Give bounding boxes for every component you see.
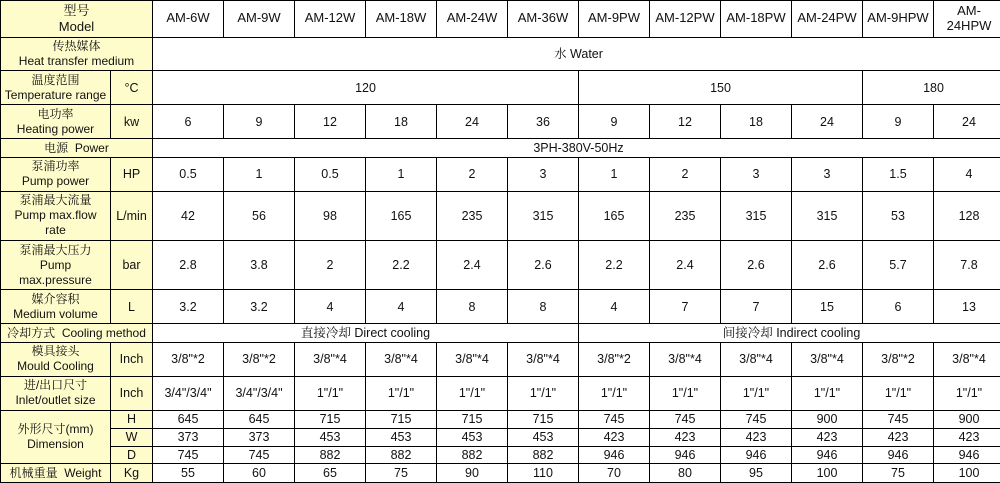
row-label-heating-power: 电功率 Heating power bbox=[1, 105, 111, 139]
cooling-method-group: 直接冷却 Direct cooling bbox=[153, 324, 579, 343]
weight-cell: 100 bbox=[792, 464, 863, 483]
dimension-h-cell: 745 bbox=[650, 410, 721, 428]
mould-cooling-cell: 3/8"*4 bbox=[650, 342, 721, 376]
weight-cell: 55 bbox=[153, 464, 224, 483]
table-row-mould-cooling bbox=[1, 342, 1000, 376]
mould-cooling-cell: 3/8"*4 bbox=[934, 342, 1000, 376]
table-row-pressure bbox=[1, 241, 1000, 290]
dimension-h-cell: 715 bbox=[366, 410, 437, 428]
inlet-outlet-cell: 1"/1" bbox=[650, 376, 721, 410]
heating-power-cell: 12 bbox=[650, 105, 721, 139]
model-cell: AM-12PW bbox=[650, 1, 721, 38]
dimension-h-cell: 745 bbox=[579, 410, 650, 428]
mould-cooling-cell: 3/8"*4 bbox=[508, 342, 579, 376]
weight-cell: 75 bbox=[366, 464, 437, 483]
medium-volume-cell: 15 bbox=[792, 290, 863, 324]
heating-power-cell: 9 bbox=[579, 105, 650, 139]
heating-power-cell: 12 bbox=[295, 105, 366, 139]
heating-power-cell: 24 bbox=[934, 105, 1000, 139]
dimension-w-cell: 423 bbox=[863, 428, 934, 446]
mould-cooling-cell: 3/8"*4 bbox=[792, 342, 863, 376]
flow-rate-cell: 315 bbox=[721, 191, 792, 240]
row-unit-flow-rate: L/min bbox=[111, 191, 153, 240]
weight-cell: 110 bbox=[508, 464, 579, 483]
dimension-w-cell: 423 bbox=[721, 428, 792, 446]
dimension-w-cell: 373 bbox=[153, 428, 224, 446]
cooling-method-group: 间接冷却 Indirect cooling bbox=[579, 324, 1000, 343]
pressure-cell: 2.4 bbox=[437, 241, 508, 290]
pump-power-cell: 1.5 bbox=[863, 157, 934, 191]
row-label-mould-cooling: 模具接头 Mould Cooling bbox=[1, 342, 111, 376]
mould-cooling-cell: 3/8"*4 bbox=[295, 342, 366, 376]
dimension-h-cell: 900 bbox=[792, 410, 863, 428]
model-cell: AM-18PW bbox=[721, 1, 792, 38]
mould-cooling-cell: 3/8"*2 bbox=[153, 342, 224, 376]
dimension-w-cell: 423 bbox=[650, 428, 721, 446]
row-label-power: 电源 Power bbox=[1, 139, 153, 158]
heating-power-cell: 18 bbox=[721, 105, 792, 139]
dimension-d-cell: 745 bbox=[224, 446, 295, 464]
inlet-outlet-cell: 1"/1" bbox=[366, 376, 437, 410]
pump-power-cell: 3 bbox=[792, 157, 863, 191]
flow-rate-cell: 165 bbox=[579, 191, 650, 240]
pump-power-cell: 1 bbox=[224, 157, 295, 191]
flow-rate-cell: 235 bbox=[650, 191, 721, 240]
row-unit-dimension-d: D bbox=[111, 446, 153, 464]
power-value: 3PH-380V-50Hz bbox=[153, 139, 1000, 158]
row-unit-dimension-h: H bbox=[111, 410, 153, 428]
medium-volume-cell: 3.2 bbox=[153, 290, 224, 324]
model-cell: AM-9HPW bbox=[863, 1, 934, 38]
weight-cell: 60 bbox=[224, 464, 295, 483]
heating-power-cell: 9 bbox=[863, 105, 934, 139]
flow-rate-cell: 42 bbox=[153, 191, 224, 240]
row-unit-inlet-outlet: Inch bbox=[111, 376, 153, 410]
pump-power-cell: 2 bbox=[437, 157, 508, 191]
model-cell: AM-9PW bbox=[579, 1, 650, 38]
mould-cooling-cell: 3/8"*4 bbox=[366, 342, 437, 376]
dimension-d-cell: 946 bbox=[721, 446, 792, 464]
pressure-cell: 2.2 bbox=[579, 241, 650, 290]
pump-power-cell: 3 bbox=[721, 157, 792, 191]
dimension-h-cell: 715 bbox=[295, 410, 366, 428]
model-cell: AM-24HPW bbox=[934, 1, 1000, 38]
inlet-outlet-cell: 1"/1" bbox=[508, 376, 579, 410]
dimension-d-cell: 946 bbox=[650, 446, 721, 464]
pressure-cell: 7.8 bbox=[934, 241, 1000, 290]
medium-volume-cell: 4 bbox=[579, 290, 650, 324]
model-cell: AM-6W bbox=[153, 1, 224, 38]
row-label-pressure: 泵浦最大压力 Pump max.pressure bbox=[1, 241, 111, 290]
dimension-h-cell: 745 bbox=[721, 410, 792, 428]
inlet-outlet-cell: 1"/1" bbox=[721, 376, 792, 410]
row-label-flow-rate: 泵浦最大流量 Pump max.flow rate bbox=[1, 191, 111, 240]
model-cell: AM-9W bbox=[224, 1, 295, 38]
row-label-model: 型号 Model bbox=[1, 1, 153, 38]
heating-power-cell: 36 bbox=[508, 105, 579, 139]
table-row-pump-power bbox=[1, 157, 1000, 191]
row-label-weight: 机械重量 Weight bbox=[1, 464, 111, 483]
table-row-weight bbox=[1, 464, 1000, 483]
pump-power-cell: 3 bbox=[508, 157, 579, 191]
model-cell: AM-12W bbox=[295, 1, 366, 38]
pressure-cell: 2 bbox=[295, 241, 366, 290]
medium-volume-cell: 8 bbox=[437, 290, 508, 324]
table-row-dimension-h bbox=[1, 410, 1000, 428]
row-unit-medium-volume: L bbox=[111, 290, 153, 324]
inlet-outlet-cell: 1"/1" bbox=[934, 376, 1000, 410]
pressure-cell: 3.8 bbox=[224, 241, 295, 290]
flow-rate-cell: 165 bbox=[366, 191, 437, 240]
table-row-flow-rate bbox=[1, 191, 1000, 240]
model-cell: AM-18W bbox=[366, 1, 437, 38]
dimension-d-cell: 882 bbox=[508, 446, 579, 464]
dimension-w-cell: 453 bbox=[508, 428, 579, 446]
dimension-h-cell: 715 bbox=[508, 410, 579, 428]
dimension-w-cell: 423 bbox=[934, 428, 1000, 446]
dimension-h-cell: 645 bbox=[153, 410, 224, 428]
row-unit-mould-cooling: Inch bbox=[111, 342, 153, 376]
flow-rate-cell: 315 bbox=[792, 191, 863, 240]
mould-cooling-cell: 3/8"*2 bbox=[863, 342, 934, 376]
pump-power-cell: 0.5 bbox=[153, 157, 224, 191]
table-row-medium-volume bbox=[1, 290, 1000, 324]
row-label-inlet-outlet: 进/出口尺寸 Inlet/outlet size bbox=[1, 376, 111, 410]
table-row-dimension-w bbox=[1, 428, 1000, 446]
heating-power-cell: 24 bbox=[437, 105, 508, 139]
pressure-cell: 2.6 bbox=[792, 241, 863, 290]
dimension-w-cell: 423 bbox=[579, 428, 650, 446]
row-unit-heating-power: kw bbox=[111, 105, 153, 139]
dimension-h-cell: 645 bbox=[224, 410, 295, 428]
pump-power-cell: 4 bbox=[934, 157, 1000, 191]
dimension-d-cell: 745 bbox=[153, 446, 224, 464]
pump-power-cell: 1 bbox=[579, 157, 650, 191]
inlet-outlet-cell: 1"/1" bbox=[437, 376, 508, 410]
weight-cell: 70 bbox=[579, 464, 650, 483]
dimension-w-cell: 423 bbox=[792, 428, 863, 446]
inlet-outlet-cell: 1"/1" bbox=[579, 376, 650, 410]
heating-power-cell: 24 bbox=[792, 105, 863, 139]
medium-volume-cell: 7 bbox=[721, 290, 792, 324]
table-row-model bbox=[1, 1, 1000, 38]
pressure-cell: 2.4 bbox=[650, 241, 721, 290]
dimension-d-cell: 946 bbox=[792, 446, 863, 464]
dimension-d-cell: 946 bbox=[863, 446, 934, 464]
flow-rate-cell: 56 bbox=[224, 191, 295, 240]
dimension-d-cell: 882 bbox=[437, 446, 508, 464]
medium-volume-cell: 13 bbox=[934, 290, 1000, 324]
dimension-w-cell: 453 bbox=[295, 428, 366, 446]
medium-volume-cell: 4 bbox=[366, 290, 437, 324]
row-unit-pump-power: HP bbox=[111, 157, 153, 191]
temperature-group: 180 bbox=[863, 71, 1000, 105]
weight-cell: 95 bbox=[721, 464, 792, 483]
model-cell: AM-36W bbox=[508, 1, 579, 38]
flow-rate-cell: 128 bbox=[934, 191, 1000, 240]
model-cell: AM-24PW bbox=[792, 1, 863, 38]
table-row-temperature bbox=[1, 71, 1000, 105]
table-row-cooling-method bbox=[1, 324, 1000, 343]
heating-power-cell: 9 bbox=[224, 105, 295, 139]
medium-volume-cell: 3.2 bbox=[224, 290, 295, 324]
row-label-medium-volume: 媒介容积 Medium volume bbox=[1, 290, 111, 324]
table-row-power bbox=[1, 139, 1000, 158]
row-label-cooling-method: 冷却方式 Cooling method bbox=[1, 324, 153, 343]
row-unit-dimension-w: W bbox=[111, 428, 153, 446]
weight-cell: 90 bbox=[437, 464, 508, 483]
flow-rate-cell: 315 bbox=[508, 191, 579, 240]
pressure-cell: 2.6 bbox=[508, 241, 579, 290]
pump-power-cell: 2 bbox=[650, 157, 721, 191]
pump-power-cell: 0.5 bbox=[295, 157, 366, 191]
weight-cell: 100 bbox=[934, 464, 1000, 483]
medium-value: 水 Water bbox=[153, 37, 1000, 71]
table-row-medium bbox=[1, 37, 1000, 71]
pressure-cell: 2.8 bbox=[153, 241, 224, 290]
inlet-outlet-cell: 1"/1" bbox=[792, 376, 863, 410]
row-label-dimension: 外形尺寸(mm) Dimension bbox=[1, 410, 111, 464]
medium-volume-cell: 4 bbox=[295, 290, 366, 324]
dimension-h-cell: 900 bbox=[934, 410, 1000, 428]
row-label-medium: 传热媒体 Heat transfer medium bbox=[1, 37, 153, 71]
dimension-d-cell: 946 bbox=[579, 446, 650, 464]
inlet-outlet-cell: 1"/1" bbox=[295, 376, 366, 410]
inlet-outlet-cell: 3/4"/3/4" bbox=[153, 376, 224, 410]
temperature-group: 150 bbox=[579, 71, 863, 105]
table-row-inlet-outlet bbox=[1, 376, 1000, 410]
dimension-d-cell: 882 bbox=[366, 446, 437, 464]
row-label-temperature: 温度范围 Temperature range bbox=[1, 71, 111, 105]
table-row-heating-power bbox=[1, 105, 1000, 139]
row-label-pump-power: 泵浦功率 Pump power bbox=[1, 157, 111, 191]
mould-cooling-cell: 3/8"*4 bbox=[721, 342, 792, 376]
heating-power-cell: 18 bbox=[366, 105, 437, 139]
flow-rate-cell: 235 bbox=[437, 191, 508, 240]
medium-volume-cell: 7 bbox=[650, 290, 721, 324]
pressure-cell: 2.6 bbox=[721, 241, 792, 290]
pressure-cell: 2.2 bbox=[366, 241, 437, 290]
dimension-w-cell: 453 bbox=[437, 428, 508, 446]
flow-rate-cell: 53 bbox=[863, 191, 934, 240]
mould-cooling-cell: 3/8"*2 bbox=[579, 342, 650, 376]
weight-cell: 65 bbox=[295, 464, 366, 483]
pressure-cell: 5.7 bbox=[863, 241, 934, 290]
dimension-h-cell: 715 bbox=[437, 410, 508, 428]
row-unit-temperature: °C bbox=[111, 71, 153, 105]
table-row-dimension-d bbox=[1, 446, 1000, 464]
dimension-d-cell: 882 bbox=[295, 446, 366, 464]
dimension-w-cell: 453 bbox=[366, 428, 437, 446]
inlet-outlet-cell: 1"/1" bbox=[863, 376, 934, 410]
weight-cell: 75 bbox=[863, 464, 934, 483]
pump-power-cell: 1 bbox=[366, 157, 437, 191]
mould-cooling-cell: 3/8"*2 bbox=[224, 342, 295, 376]
dimension-w-cell: 373 bbox=[224, 428, 295, 446]
row-unit-pressure: bar bbox=[111, 241, 153, 290]
dimension-d-cell: 946 bbox=[934, 446, 1000, 464]
flow-rate-cell: 98 bbox=[295, 191, 366, 240]
row-unit-weight: Kg bbox=[111, 464, 153, 483]
medium-volume-cell: 6 bbox=[863, 290, 934, 324]
weight-cell: 80 bbox=[650, 464, 721, 483]
medium-volume-cell: 8 bbox=[508, 290, 579, 324]
mould-cooling-cell: 3/8"*4 bbox=[437, 342, 508, 376]
inlet-outlet-cell: 3/4"/3/4" bbox=[224, 376, 295, 410]
dimension-h-cell: 745 bbox=[863, 410, 934, 428]
temperature-group: 120 bbox=[153, 71, 579, 105]
heating-power-cell: 6 bbox=[153, 105, 224, 139]
model-cell: AM-24W bbox=[437, 1, 508, 38]
